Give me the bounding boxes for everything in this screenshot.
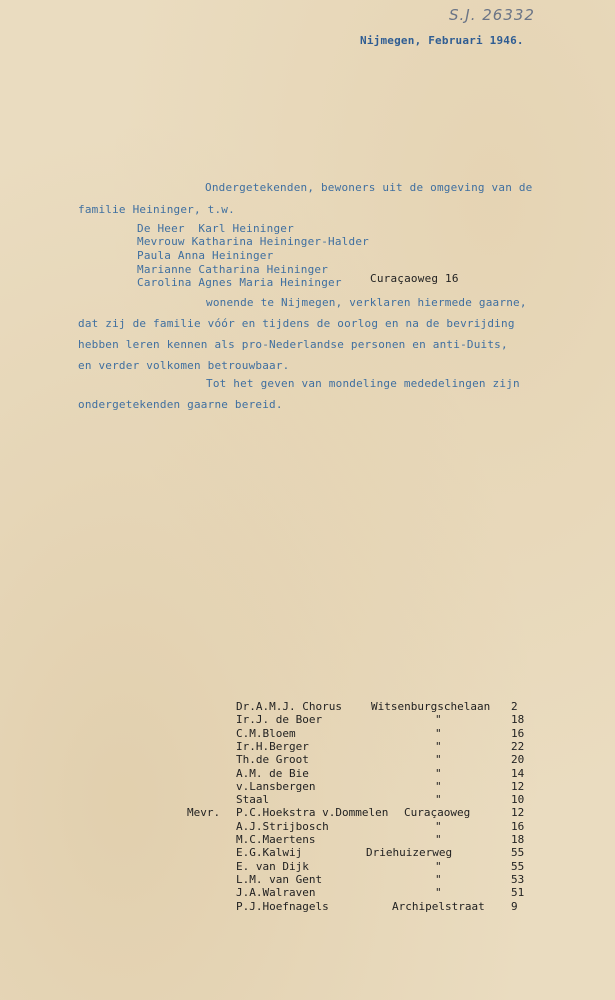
signatory-street: Curaçaoweg	[404, 806, 471, 820]
statement-line: ondergetekenden gaarne bereid.	[78, 398, 283, 411]
signatory-street: "	[435, 872, 442, 886]
signatory-number: 22	[511, 739, 525, 753]
statement-line: Tot het geven van mondelinge mededelingen zijn	[206, 377, 520, 390]
body-line: familie Heininger, t.w.	[78, 203, 235, 216]
date-line: Nijmegen, Februari 1946.	[360, 34, 524, 47]
signatory-number: 53	[511, 872, 525, 886]
signatory-street: "	[435, 819, 442, 833]
signatory-prefix: Mevr.	[187, 806, 221, 820]
signatory-name: Dr.A.M.J. Chorus	[236, 700, 342, 713]
signatory-name: J.A.Walraven	[236, 886, 316, 900]
signatory-name: v.Lansbergen	[236, 779, 316, 793]
signatory-name: L.M. van Gent	[236, 872, 323, 886]
signatory-name: E. van Dijk	[236, 859, 309, 873]
signatory-street: "	[435, 726, 442, 740]
signatory-street: "	[435, 859, 442, 873]
signatory-name: A.J.Strijbosch	[236, 819, 329, 833]
signatory-street: "	[435, 713, 442, 727]
signatory-street: "	[435, 739, 442, 753]
signatory-name: Th.de Groot	[236, 753, 309, 767]
signatory-number: 10	[511, 793, 525, 807]
signatory-name: Ir.H.Berger	[236, 739, 309, 753]
family-member: De Heer Karl Heininger	[137, 222, 294, 235]
family-member: Marianne Catharina Heininger	[137, 263, 329, 276]
statement-line: hebben leren kennen als pro-Nederlandse personen en anti-Duits,	[78, 338, 508, 351]
signatory-number: 16	[511, 726, 525, 740]
signatory-street: Archipelstraat	[392, 899, 485, 913]
signatory-name: M.C.Maertens	[236, 833, 316, 846]
signatory-name: Staal	[236, 793, 270, 807]
archive-reference: S.J. 26332	[449, 6, 535, 24]
signatory-number: 16	[511, 819, 525, 833]
signatory-street: "	[435, 753, 442, 767]
signatory-street: "	[435, 766, 442, 780]
signatory-street: "	[435, 779, 442, 793]
signatory-number: 55	[511, 859, 525, 873]
signatory-name: P.J.Hoefnagels	[236, 899, 329, 913]
signatory-number: 18	[511, 713, 525, 727]
signatory-number: 55	[511, 846, 525, 860]
signatory-number: 14	[511, 766, 525, 780]
family-member: Paula Anna Heininger	[137, 249, 274, 262]
signatory-name: Ir.J. de Boer	[236, 713, 323, 727]
signatory-number: 20	[511, 753, 525, 767]
signatory-name: C.M.Bloem	[236, 726, 296, 740]
family-member: Carolina Agnes Maria Heininger	[137, 276, 342, 289]
statement-line: en verder volkomen betrouwbaar.	[78, 359, 290, 372]
family-member: Mevrouw Katharina Heininger-Halder	[137, 235, 369, 248]
signatory-name: P.C.Hoekstra v.Dommelen	[236, 806, 389, 820]
signatory-name: E.G.Kalwij	[236, 846, 303, 860]
statement-line: wonende te Nijmegen, verklaren hiermede gaarne,	[206, 296, 527, 309]
signatory-number: 12	[511, 806, 525, 820]
signatory-number: 12	[511, 779, 525, 793]
signatory-number: 9	[511, 899, 518, 913]
statement-line: dat zij de familie vóór en tijdens de oorlog en na de bevrijding	[78, 317, 515, 330]
signatory-name: A.M. de Bie	[236, 766, 309, 780]
signatory-street: Witsenburgschelaan	[371, 700, 491, 713]
signatory-street: "	[435, 886, 442, 900]
body-line: Ondergetekenden, bewoners uit de omgeving van de	[205, 181, 533, 194]
signatory-number: 2	[511, 700, 518, 713]
signatory-street: Driehuizerweg	[366, 846, 453, 860]
signatory-number: 18	[511, 833, 525, 846]
address-note: Curaçaoweg 16	[370, 272, 459, 285]
signatory-street: "	[435, 793, 442, 807]
signatory-street: "	[435, 833, 442, 846]
signatory-number: 51	[511, 886, 525, 900]
